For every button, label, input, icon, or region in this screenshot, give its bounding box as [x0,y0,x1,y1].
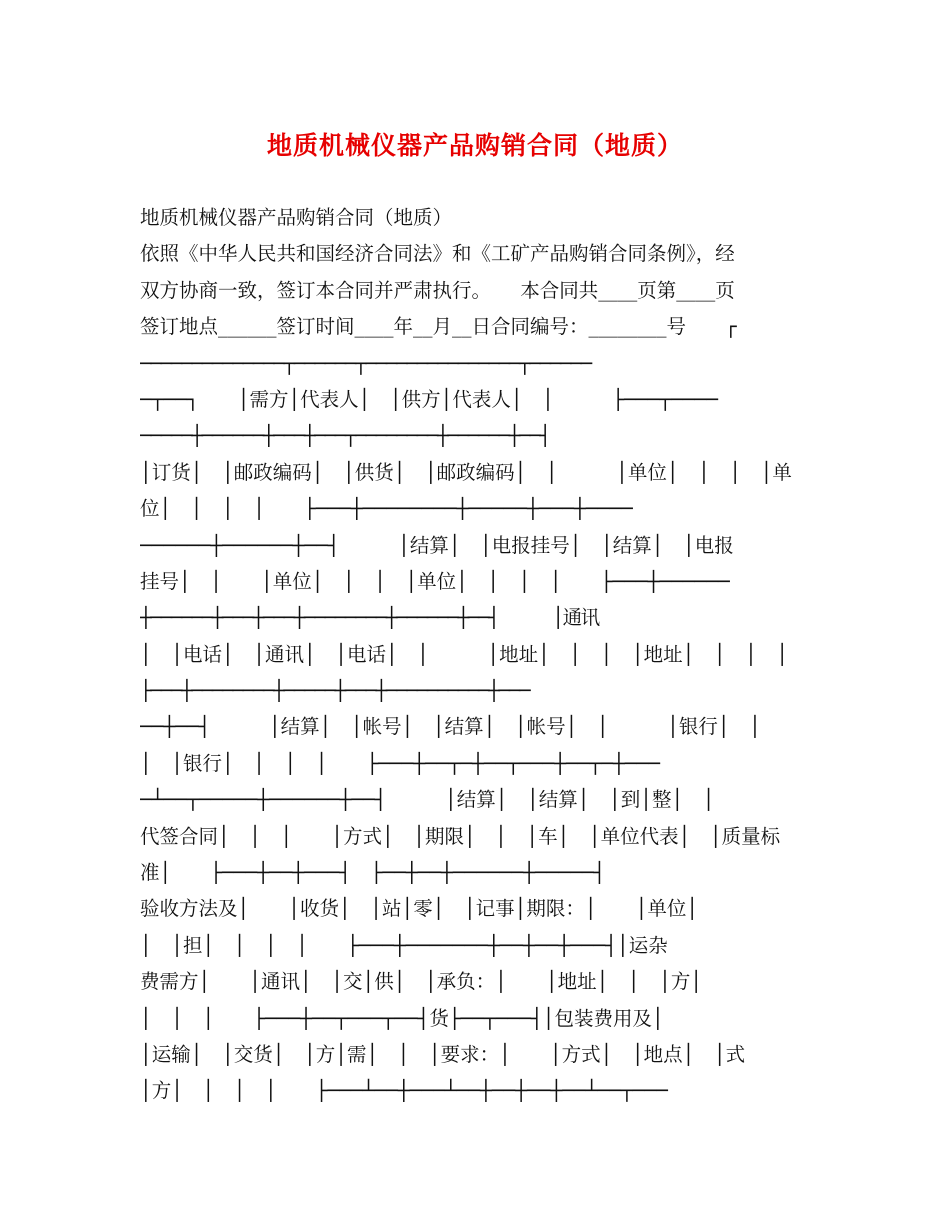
body-line: 双方协商一致，签订本合同并严肃执行。 本合同共____页第____页 [140,278,735,302]
body-line: 依照《中华人民共和国经济合同法》和《工矿产品购销合同条例》，经 [140,242,735,266]
table-rule-line: ─────┼──────┼───┼───┬────────┼──────┼──┤ [140,424,550,448]
table-line: ──────┼──────┼──┤ │结算│ │电报挂号│ │结算│ │电报 [140,533,734,557]
table-line: ─┬──┐ │需方│代表人│ │供方│代表人│ │ ├───┬──── [140,387,719,411]
table-rule-line: ┼──────┼───┼───┼────────┼──────┼──┤ │通讯 [140,606,599,630]
table-rule-line: ├───┼────────┼─────┼───┼──────────┼─── [140,679,530,703]
table-line: │ │电话│ │通讯│ │电话│ │ │地址│ │ │ │地址│ │ │ │ [140,642,789,666]
table-line: 验收方法及│ │收货│ │站│零│ │记事│期限：│ │单位│ [140,897,699,921]
table-line: │ │ │ ├───┼──┬───┬──┤货├──┬───┤│包装费用及│ [140,1006,664,1030]
table-line: 准│ ├───┼──┼───┤ ├──┼──┼──────┼─────┤ [140,861,606,885]
table-line: │订货│ │邮政编码│ │供货│ │邮政编码│ │ │单位│ │ │ │单 [140,460,792,484]
table-rule-line: ──────────────┬──────┬───────────────┬────── [140,351,591,375]
body-line: 地质机械仪器产品购销合同（地质） [140,206,453,229]
table-line: │ │银行│ │ │ │ ├───┼──┬─┼──┬───┼──┬─┼─── [140,751,660,775]
document-body [140,200,812,1110]
document-title: 地质机械仪器产品购销合同（地质） [266,131,683,160]
table-line: 费需方│ │通讯│ │交│供│ │承负：│ │地址│ │ │方│ [140,970,703,994]
table-line: 代签合同│ │ │ │方式│ │期限│ │ │车│ │单位代表│ │质量标 [140,824,781,848]
table-line: ──┼──┤ │结算│ │帐号│ │结算│ │帐号│ │ │银行│ │ [140,715,761,739]
table-line: │方│ │ │ │ ├───┴──┼───┴──┼──┼──┼──┴──┬─── [140,1079,668,1103]
table-line: │运输│ │交货│ │方│需│ │ │要求：│ │方式│ │地点│ │式 [140,1042,746,1066]
table-line: │ │担│ │ │ │ ├───┼───────┼──┼──┼───┤│运杂 [140,933,668,957]
table-line: 挂号│ │ │单位│ │ │ │单位│ │ │ │ ├───┼────── [140,569,730,593]
table-line: 位│ │ │ │ ├───┼────────┼─────┼───┼──── [140,497,633,521]
table-line: ─┴──┬─────┼──────┼──┤ │结算│ │结算│ │到│整│ │ [140,788,715,812]
body-line: 签订地点______签订时间____年__月__日合同编号：________号 ┌ [140,315,737,339]
